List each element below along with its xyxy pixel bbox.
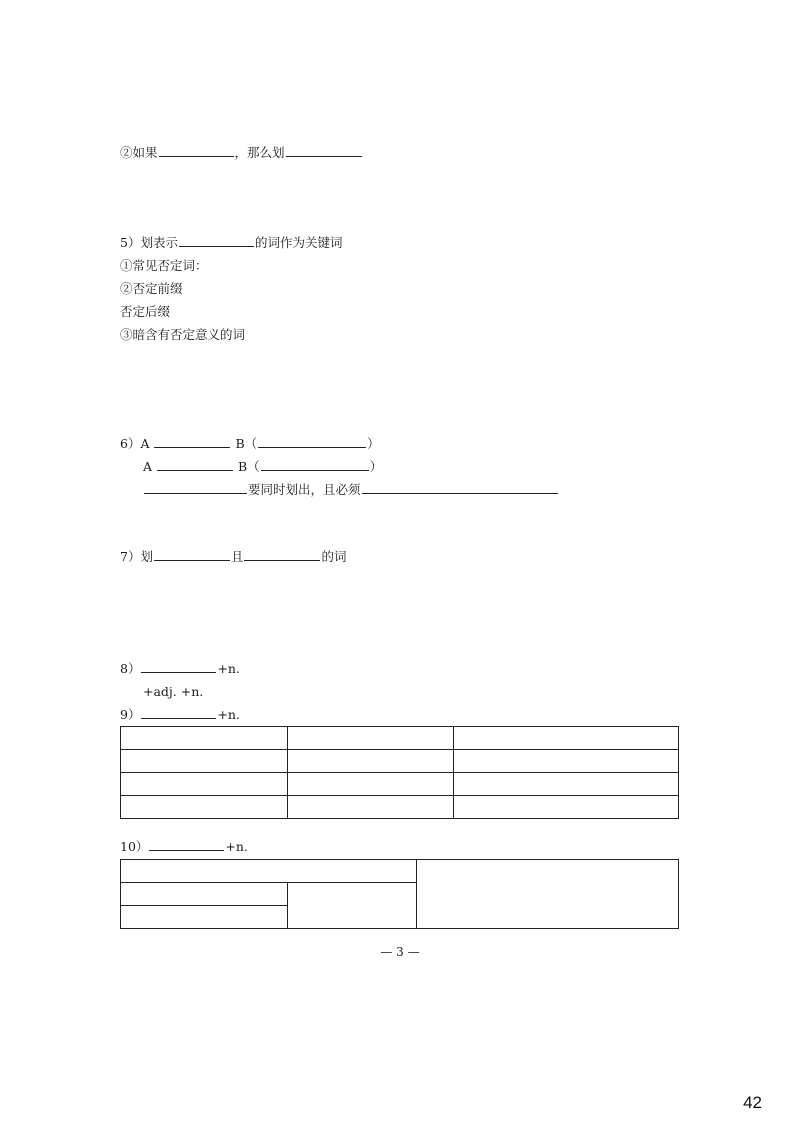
text: 的词 <box>321 549 347 564</box>
table-cell <box>288 727 454 750</box>
text: ） <box>369 459 383 474</box>
question-5 <box>120 235 342 251</box>
q5-item-2: ②否定前缀 <box>120 281 183 296</box>
text: ②如果 <box>120 145 158 160</box>
line-if-then <box>120 145 363 161</box>
question-9 <box>120 707 240 723</box>
question-6-row-1 <box>120 436 380 452</box>
blank <box>244 549 320 561</box>
q5-item-1: ①常见否定词： <box>120 258 208 273</box>
blank <box>141 661 216 673</box>
blank <box>157 459 233 471</box>
table-cell <box>287 883 417 929</box>
question-9-label: 9） <box>120 707 141 722</box>
page-number: 42 <box>743 1093 762 1112</box>
blank <box>144 482 247 494</box>
table-cell <box>288 750 454 773</box>
blank <box>159 145 234 157</box>
text: B（ <box>238 459 260 474</box>
blank <box>261 459 369 471</box>
table-row <box>121 796 679 819</box>
question-7-label: 7）划 <box>120 549 153 564</box>
question-6-row-2 <box>143 459 382 475</box>
blank <box>154 549 230 561</box>
q5-item-3: 否定后缀 <box>120 304 171 319</box>
text: +n. <box>217 707 240 722</box>
text: ） <box>367 436 380 451</box>
text: 要同时划出，且必须 <box>248 482 361 497</box>
table-row <box>121 860 679 883</box>
table-cell <box>454 727 679 750</box>
blank <box>179 235 254 247</box>
table-row <box>121 773 679 796</box>
table-row <box>121 727 679 750</box>
table-cell <box>288 773 454 796</box>
table-q10 <box>120 859 679 929</box>
blank <box>149 839 224 851</box>
table-cell <box>121 906 288 929</box>
text: 且 <box>230 549 244 564</box>
text: A <box>143 459 153 474</box>
question-10 <box>120 839 248 855</box>
page-footer: — 3 — <box>380 945 420 959</box>
text: +n. <box>217 661 240 676</box>
question-5-label: 5）划表示 <box>120 235 178 250</box>
blank <box>141 707 216 719</box>
q8-line-2: +adj. +n. <box>143 684 204 699</box>
question-8-label: 8） <box>120 661 141 676</box>
question-8 <box>120 661 240 677</box>
question-10-label: 10） <box>120 839 149 854</box>
question-6-label: 6） <box>120 436 141 451</box>
table-cell <box>454 750 679 773</box>
text: B（ <box>235 436 258 451</box>
table-cell <box>417 860 679 929</box>
text: A <box>140 436 150 451</box>
table-cell <box>454 796 679 819</box>
blank <box>286 145 362 157</box>
text: 的词作为关键词 <box>254 235 343 250</box>
text: ，那么划 <box>234 145 285 160</box>
question-6-row-3 <box>143 482 559 498</box>
blank <box>362 482 558 494</box>
table-q9 <box>120 726 679 819</box>
table-cell <box>121 750 288 773</box>
table-cell <box>121 727 288 750</box>
table-cell <box>121 773 288 796</box>
table-cell <box>454 773 679 796</box>
text: +n. <box>225 839 248 854</box>
blank <box>258 436 366 448</box>
table-cell <box>121 796 288 819</box>
table-cell <box>121 883 288 906</box>
blank <box>154 436 230 448</box>
table-row <box>121 750 679 773</box>
q5-item-4: ③暗含有否定意义的词 <box>120 327 246 342</box>
table-cell <box>121 860 417 883</box>
question-7 <box>120 549 346 565</box>
table-cell <box>288 796 454 819</box>
